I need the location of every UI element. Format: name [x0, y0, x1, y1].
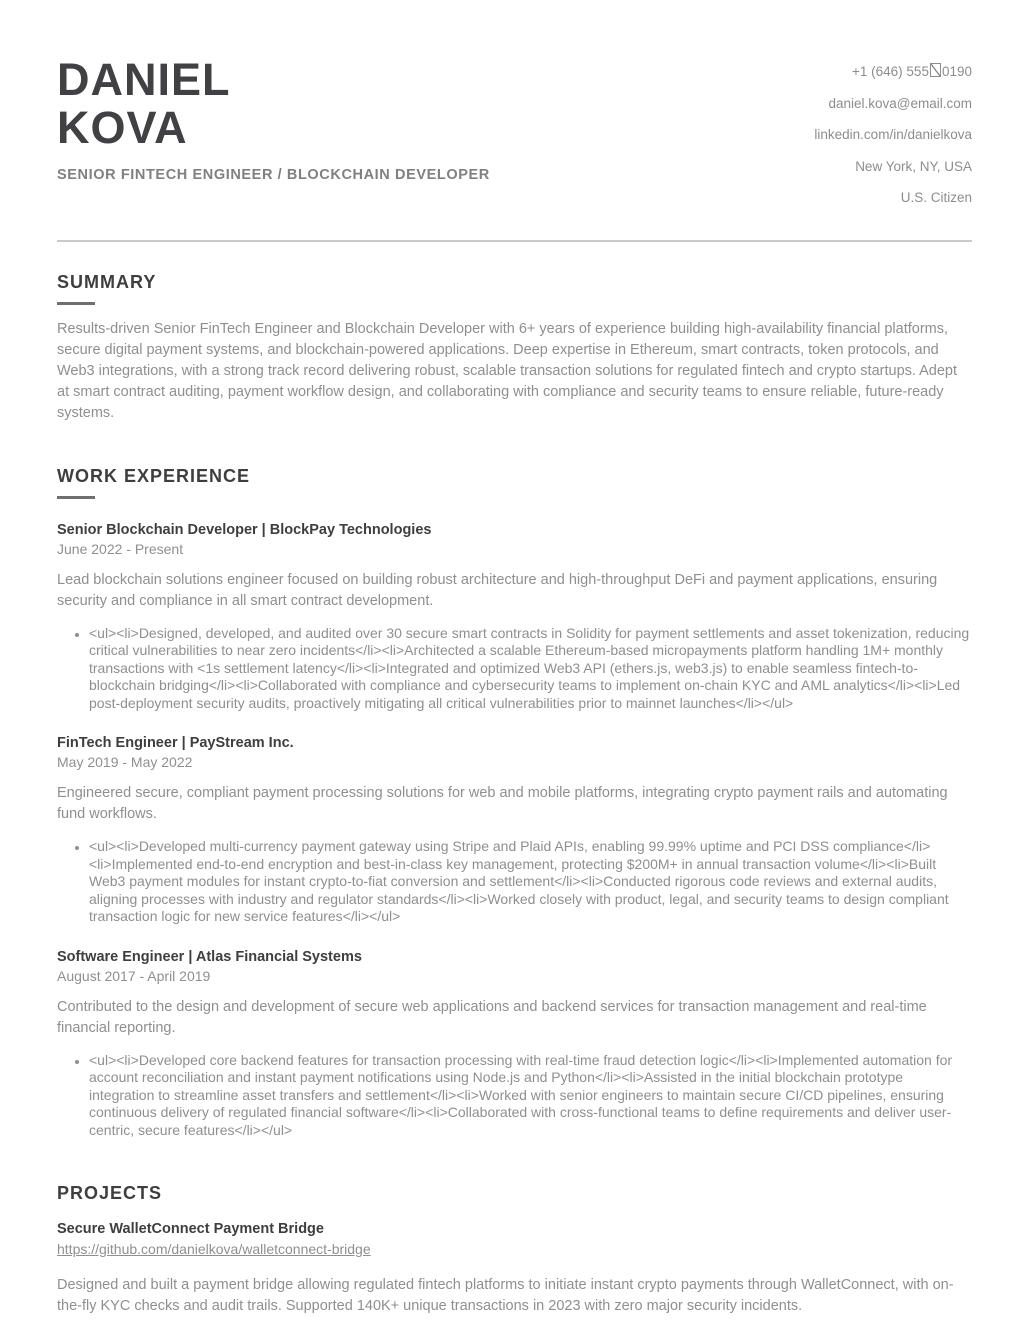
job-title: Software Engineer | Atlas Financial Systems: [57, 948, 362, 965]
job-description: Contributed to the design and development of secure web applications and backend services for transaction management and real-time financial reporting.: [57, 998, 927, 1036]
projects-heading: PROJECTS: [57, 1183, 163, 1203]
contact-location: New York, NY, USA: [855, 158, 972, 174]
job-description: Lead blockchain solutions engineer focused on building robust architecture and high-throughput DeFi and payment applications, ensuring security and compliance in all smart contract development.: [57, 571, 938, 609]
job-dates: May 2019 - May 2022: [57, 754, 193, 770]
summary-section: [57, 272, 972, 424]
project-entry: [57, 1221, 972, 1317]
job-title: Senior Blockchain Developer | BlockPay Technologies: [57, 521, 432, 538]
job-description: Engineered secure, compliant payment processing solutions for web and mobile platforms, integrating crypto payment rails and automating fund workflows.: [57, 785, 948, 822]
job-entry: [57, 735, 972, 926]
contact-phone: [814, 56, 972, 88]
job-entry: [57, 522, 972, 713]
contact-block: [814, 56, 972, 214]
candidate-name: [57, 56, 490, 152]
project-description: Designed and built a payment bridge allowing regulated fintech platforms to initiate instant crypto payments through WalletConnect, with on-the-fly KYC checks and audit trails. Supported 140K+ unique transactions in 2023 with zero major security incidents.: [57, 1277, 954, 1314]
projects-section: [57, 1183, 972, 1317]
work-experience-heading-underline: [57, 496, 95, 499]
job-bullet-item: • <ul><li>Developed multi-currency payment gateway using Stripe and Plaid APIs, enabling 99.99% uptime and PCI DSS compliance</li><li>Implemented end-to-end encryption and best-in-class key management, protecting $200M+ in annual transaction volume</li><li>Built Web3 payment modules for instant crypto-to-fiat conversion and settlement</li><li>Conducted rigorous code reviews and external audits, aligning processes with industry and regulator standards</li><li>Worked closely with product, legal, and security teams to design compliant transaction logic for new service features</li></ul>: [89, 838, 972, 926]
job-bullet-item: • <ul><li>Designed, developed, and audited over 30 secure smart contracts in Solidity for payment settlements and asset tokenization, reducing critical vulnerabilities to near zero incidents</li><li>Architected a scalable Ethereum-based micropayments platform handling 1M+ monthly transactions with <1s settlement latency</li><li>Integrated and optimized Web3 API (ethers.js, web3.js) to enable seamless fintech-to-blockchain bridging</li><li>Collaborated with compliance and cybersecurity teams to implement on-chain KYC and AML analytics</li><li>Led post-deployment security audits, proactively mitigating all critical vulnerabilities prior to mainnet launches</li></ul>: [89, 625, 972, 713]
summary-text: Results-driven Senior FinTech Engineer and Blockchain Developer with 6+ years of experience building high-availability financial platforms, secure digital payment systems, and blockchain-powered applications. Deep expertise in Ethereum, smart contracts, token protocols, and Web3 integrations, with a strong track record delivering robust, scalable transaction solutions for regulated fintech and crypto startups. Adept at smart contract auditing, payment workflow design, and collaborating with compliance and security teams to ensure reliable, future-ready systems.: [57, 320, 958, 421]
contact-citizenship: U.S. Citizen: [900, 190, 972, 205]
work-experience-heading: WORK EXPERIENCE: [57, 465, 251, 486]
work-experience-section: [57, 466, 972, 1140]
summary-heading-underline: [57, 302, 95, 305]
job-dates: August 2017 - April 2019: [57, 967, 211, 984]
contact-linkedin: linkedin.com/in/danielkova: [814, 127, 972, 142]
project-title: Secure WalletConnect Payment Bridge: [57, 1221, 324, 1237]
candidate-name-line2: KOVA: [57, 102, 188, 153]
job-entry: [57, 949, 972, 1140]
header-divider: [57, 240, 972, 242]
contact-email: daniel.kova@email.com: [828, 95, 972, 111]
job-dates: June 2022 - Present: [57, 540, 184, 557]
summary-heading: SUMMARY: [57, 271, 157, 292]
header: [57, 56, 972, 214]
missing-glyph-box: [930, 63, 941, 77]
contact-phone-prefix: +1 (646) 555: [852, 64, 929, 79]
candidate-name-line1: DANIEL: [57, 54, 231, 105]
job-bullet-item: • <ul><li>Developed core backend features for transaction processing with real-time fraud detection logic</li><li>Implemented automation for account reconciliation and instant payment notifications using Node.js and Python</li><li>Assisted in the initial blockchain prototype integration to streamline asset transfers and settlement</li><li>Worked with senior engineers to maintain secure CI/CD pipelines, ensuring continuous delivery of regulated financial software</li><li>Collaborated with cross-functional teams to define requirements and deliver user-centric, secure features</li></ul>: [89, 1052, 972, 1140]
job-bullet-list: [57, 625, 972, 713]
header-left: [57, 56, 490, 183]
job-title: FinTech Engineer | PayStream Inc.: [57, 735, 294, 751]
candidate-role: SENIOR FINTECH ENGINEER / BLOCKCHAIN DEVELOPER: [57, 167, 490, 183]
contact-phone-suffix: 0190: [941, 64, 972, 79]
job-bullet-list: [57, 838, 972, 926]
job-bullet-list: [57, 1052, 972, 1140]
project-link[interactable]: https://github.com/danielkova/walletconnect-bridge: [57, 1241, 371, 1257]
